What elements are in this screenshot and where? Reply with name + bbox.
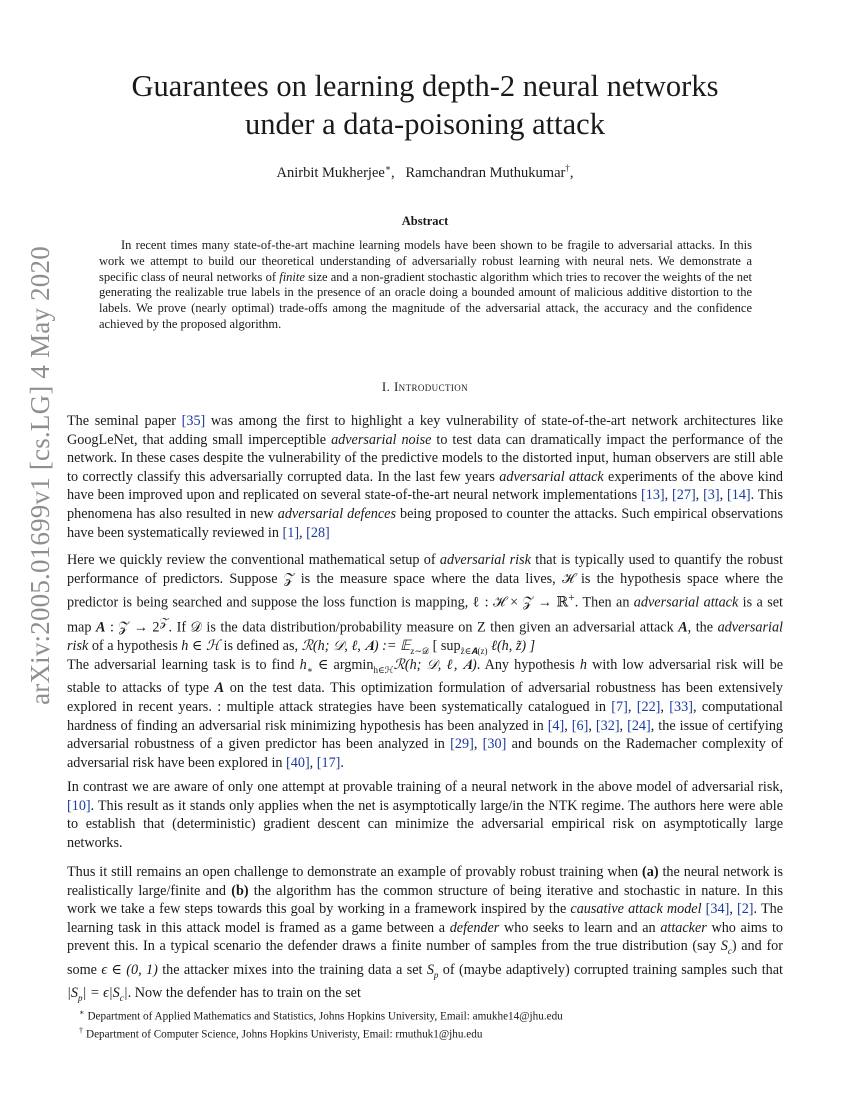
text-run: who aims to prevent this. In a typical scenario the defender draws a finite number of samples from the true distribution (say (67, 919, 784, 955)
text-run: is a set map (67, 594, 783, 636)
math-inline: ℛ(h; 𝒟, ℓ, 𝑨) (393, 657, 477, 673)
subscript: z∼𝒟 (410, 645, 430, 656)
text-run: is defined as, (220, 637, 302, 654)
text-run: : 𝒵 → 2 (105, 619, 160, 636)
title-line-1: Guarantees on learning depth-2 neural networks (131, 69, 719, 103)
citation-link[interactable]: [13] (641, 487, 665, 504)
text-run: size and a non-gradient stochastic algorithm which tries to recover the weights of the net generating the realizable true labels in the presence of an oracle doing a bounded amount of malicious additive distortion to the labels. We prove (nearly optimal) trade-offs among the magnitude of the adversarial attack, the accuracy and the confidence achieved by the proposed algorithm. (99, 269, 752, 331)
text-run: the algorithm has the common structure of being iterative and stochastic in nature. In this work we take a few steps towards this goal by working in a framework inspired by the (67, 882, 783, 918)
footnote-mark: † (79, 1026, 83, 1036)
citation-link[interactable]: [22] (636, 699, 661, 716)
paragraph (67, 551, 783, 660)
bold-label: (a) (642, 864, 659, 880)
emphasis: finite (279, 269, 305, 284)
subscript: h∈ℋ (373, 664, 394, 675)
paragraph (67, 778, 783, 852)
text-run: the neural network is realistically large/finite and (67, 864, 784, 899)
footnote-mark: ∗ (384, 163, 391, 173)
text-run: with low adversarial risk will be stable to attacks of type (67, 657, 784, 697)
citation-link[interactable]: [24] (627, 717, 651, 734)
footnote-mark: † (565, 163, 570, 173)
text-run: , computational hardness of finding an adversarial risk minimizing hypothesis has been analyzed in (67, 699, 784, 734)
math-inline: h (579, 657, 587, 673)
paper-title (80, 67, 770, 143)
abstract-text (99, 238, 752, 333)
citation-link[interactable]: [28] (306, 524, 330, 541)
text-run: Thus it still remains an open challenge to demonstrate an example of provably robust training when (67, 864, 643, 880)
text-run: . This result as it stands only applies when the net is asymptotically large/in the NTK regime. The authors here were able to establish that (deterministic) gradient descent can minimize the adversarial empirical risk on asymptotically large networks. (67, 797, 783, 851)
citation-link[interactable]: [10] (67, 797, 91, 814)
math-symbol: A (95, 619, 106, 636)
citation-link[interactable]: [1] (282, 524, 300, 541)
math-inline: h (299, 657, 307, 673)
footnote-text: Department of Applied Mathematics and Statistics, Johns Hopkins University, Email: amukhe14@jhu.edu (87, 1010, 563, 1023)
citation-link[interactable]: [14] (727, 487, 751, 504)
abstract-heading: Abstract (401, 214, 449, 228)
text-run: . If 𝒟 is the data distribution/probability measure on Z then given an adversarial attack (168, 619, 679, 636)
text-run: experiments of the above kind have been improved upon and replicated on several state-of-the-art neural network implementations (67, 468, 784, 504)
text-run: Here we quickly review the conventional mathematical setup of (67, 552, 440, 568)
text-run: . This phenomena has also resulted in new (67, 487, 783, 522)
superscript: 𝒵 (159, 614, 169, 629)
text-run: of (maybe adaptively) corrupted training samples such that (438, 961, 784, 978)
citation-link[interactable]: [6] (571, 717, 589, 734)
citation-link[interactable]: [29] (450, 736, 474, 753)
math-symbol: A (678, 619, 688, 636)
text-run: The adversarial learning task is to find (67, 657, 300, 673)
text-run: who seeks to learn and an (499, 919, 661, 936)
subscript: c (119, 993, 124, 1004)
bold-label: (b) (231, 882, 249, 899)
math-inline: | = ϵ|S (82, 985, 120, 1002)
footnote-2 (79, 1024, 779, 1042)
citation-link[interactable]: [34] (705, 901, 730, 918)
author-name: Ramchandran Muthukumar (405, 164, 566, 181)
math-inline: ϵ ∈ (0, 1) (101, 961, 158, 978)
subscript: ∗ (306, 664, 313, 675)
section-heading (80, 379, 770, 395)
math-inline: | (123, 985, 128, 1002)
text-run: of a hypothesis (88, 637, 182, 654)
subscript: p (78, 993, 83, 1004)
arxiv-id-text: arXiv:2005.01699v1 [cs.LG] 4 May 2020 (24, 245, 55, 705)
text-run: . Then an (574, 594, 634, 611)
text-run: . Now the defender has to train on the set (127, 985, 361, 1002)
text-run: In recent times many state-of-the-art machine learning models have been shown to be fragile to adversarial attacks. In this work we attempt to build our theoretical understanding of adversarially robust learning with neural nets. We demonstrate a specific class of neural networks of (99, 238, 752, 284)
section-title: Introduction (393, 379, 469, 394)
text-run: to test data can dramatically impact the performance of the network. In these cases despite the vulnerability of the predictive models to the distorted input, human observers are still able to correctly classify this adversarially corrupted data. In the last few years (67, 431, 783, 485)
citation-link[interactable]: [17] (316, 754, 341, 771)
citation-link[interactable]: [2] (736, 901, 754, 918)
author-name: Anirbit Mukherjee (276, 164, 385, 181)
citation-link[interactable]: [27] (672, 487, 696, 504)
math-inline: [ sup (429, 637, 461, 654)
emphasis: defender (449, 919, 500, 936)
section-number: I. (381, 379, 391, 394)
emphasis: adversarial attack (499, 468, 604, 485)
citation-link[interactable]: [7] (611, 699, 628, 716)
title-line-2: under a data-poisoning attack (245, 107, 605, 141)
math-inline: |S (67, 985, 78, 1002)
citation-link[interactable]: [32] (595, 717, 620, 734)
subscript: c (727, 946, 732, 957)
citation-link[interactable]: [35] (181, 413, 206, 429)
paragraph: Thus it still remains an open challenge to demonstrate an example of provably robust training when (a) the neural network is realistically large/finite and (b) the algorithm has the common structure of being iterative and stochastic in nature. In this work we take a few steps towards this goal by working in a framework inspired by the causative attack model [34], [2]. The learning task in this attack model is framed as a game between a defender who seeks to learn and an attacker who aims to prevent this. In a typical scenario the defender draws a finite number of samples from the true distribution (say $S_c$) and for some ϵ ∈ (0, 1) the attacker mixes into the training data a set $S_p$ of (maybe adaptively) corrupted training samples such that $|S_p| = \epsilon|S_c|$. Now the defender has to train on the set (67, 864, 784, 1004)
emphasis: adversarial noise (331, 431, 432, 448)
citation-link[interactable]: [40] (286, 754, 310, 771)
citation-link[interactable]: [30] (482, 736, 507, 753)
math-inline: S (720, 938, 728, 955)
text-run: The seminal paper (67, 413, 182, 429)
text-run: the attacker mixes into the training data a set (157, 961, 427, 978)
text-run: on the test data. This optimization formulation of adversarial robustness has been extensively explored in recent years. : multiple attack strategies have been systematically catalogued in (67, 680, 783, 716)
text-run: , the issue of certifying adversarial robustness of a given predictor has been analyzed in (67, 717, 784, 753)
text-run: . The learning task in this attack model is framed as a game between a (67, 901, 783, 936)
superscript: + (568, 590, 575, 605)
footnote-mark: ∗ (79, 1008, 85, 1017)
text-run: being proposed to counter the attacks. Such empirical observations have been systematically reviewed in (67, 505, 784, 541)
math-inline: S (426, 961, 434, 978)
emphasis: adversarial defences (277, 505, 396, 522)
text-run: and bounds on the Rademacher complexity of adversarial risk have been explored in (67, 736, 783, 771)
author-list: Anirbit Mukherjee∗, Ramchandran Muthukumar†, (276, 163, 574, 181)
emphasis: attacker (660, 919, 707, 936)
footnotes (79, 1006, 779, 1042)
text-run: , the (687, 619, 718, 636)
text-run: . Any hypothesis (476, 657, 580, 673)
footnote-1 (79, 1006, 779, 1024)
math-inline: ℛ(h; 𝒟, ℓ, 𝑨) := 𝔼 (301, 637, 411, 654)
text-run: that is typically used to quantify the robust performance of predictors. Suppose 𝒵 is the measure space where the data lives, ℋ is the hypothesis space where the predictor is being searched and suppose the loss function is mapping, ℓ : ℋ × 𝒵 → ℝ (67, 552, 783, 611)
math-inline: h ∈ ℋ (181, 637, 220, 654)
subscript: p (433, 969, 439, 980)
math-symbol: A (214, 680, 225, 697)
citation-link[interactable]: [3] (703, 487, 720, 504)
paragraph: The seminal paper [35] was among the first to highlight a key vulnerability of state-of-the-art network architectures like GoogLeNet, that adding small imperceptible adversarial noise to test data can dramatically impact the performance of the network. In these cases despite the vulnerability of the predictive models to the distorted input, human observers are still able to correctly classify this adversarially corrupted data. In the last few years adversarial attack experiments of the above kind have been improved upon and replicated on several state-of-the-art neural network implementations [13], [27], [3], [14]. This phenomena has also resulted in new adversarial defences being proposed to counter the attacks. Such empirical observations have been systematically reviewed in [1], [28] (67, 413, 784, 541)
citation-link[interactable]: [33] (669, 699, 693, 716)
text-run: ) and for some (67, 938, 783, 978)
emphasis: causative attack model (570, 901, 702, 918)
text-run: was among the first to highlight a key vulnerability of state-of-the-art network architectures like GoogLeNet, that adding small imperceptible (67, 413, 783, 448)
math-inline: ∈ argmin (312, 657, 374, 673)
emphasis: adversarial risk (439, 552, 531, 568)
math-inline: ℓ(h, z̃) ] (487, 637, 536, 654)
emphasis: adversarial risk (67, 619, 783, 654)
footnote-text: Department of Computer Science, Johns Hopkins Univeristy, Email: rmuthuk1@jhu.edu (86, 1028, 483, 1041)
citation-link[interactable]: [4] (547, 717, 565, 734)
subscript: z̃∈𝑨(z) (460, 645, 488, 656)
emphasis: adversarial attack (633, 594, 739, 611)
paragraph: The adversarial learning task is to find $h_∗$ ∈ argmin$_{h\in ℋ}$ℛ(h; 𝒟, ℓ, 𝑨). Any hypothesis h with low adversarial risk will be stable to attacks of type A on the test data. This optimization formulation of adversarial robustness has been extensively explored in recent years. : multiple attack strategies have been systematically catalogued in [7], [22], [33], computational hardness of finding an adversarial risk minimizing hypothesis has been analyzed in [4], [6], [32], [24], the issue of certifying adversarial robustness of a given predictor has been analyzed in [29], [30] and bounds on the Rademacher complexity of adversarial risk have been explored in [40], [17]. (67, 657, 784, 771)
arxiv-identifier-stamp (10, 245, 70, 705)
text-run: In contrast we are aware of only one attempt at provable training of a neural network in the above model of adversarial risk, (67, 779, 783, 795)
